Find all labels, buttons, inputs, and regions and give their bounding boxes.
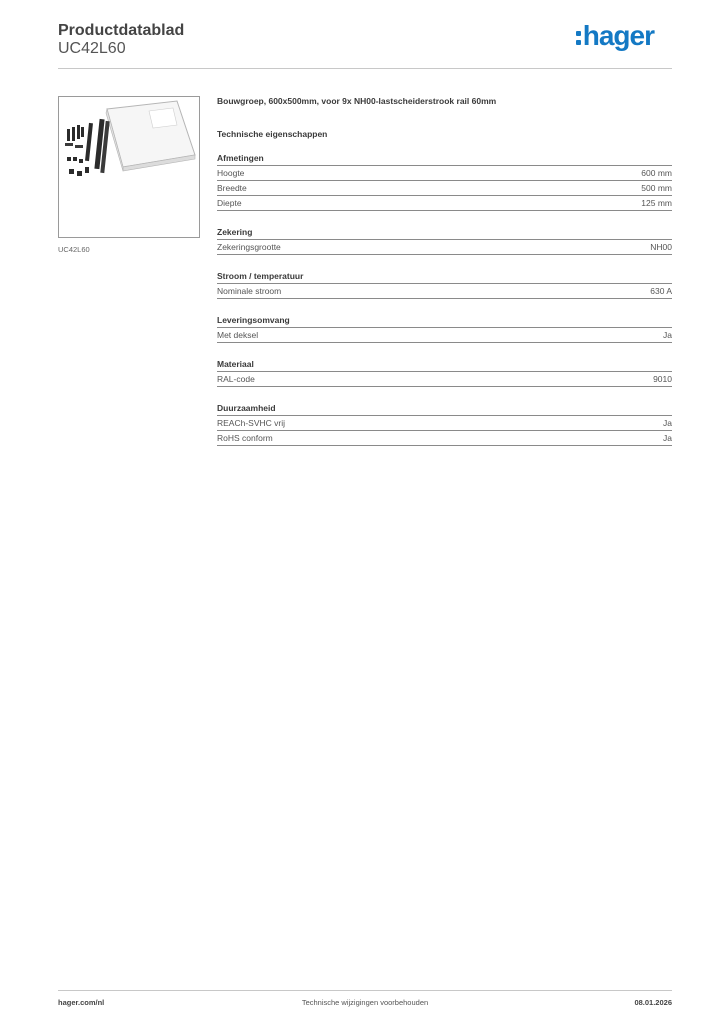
product-description: Bouwgroep, 600x500mm, voor 9x NH00-lastscheiderstrook rail 60mm	[217, 96, 497, 106]
spec-label: REACh-SVHC vrij	[217, 418, 286, 428]
spec-label: RoHS conform	[217, 433, 273, 443]
spec-value: 630 A	[650, 286, 672, 296]
spec-label: RAL-code	[217, 374, 255, 384]
product-details	[217, 96, 672, 446]
page-header	[58, 20, 672, 68]
spec-row	[217, 284, 672, 299]
tech-properties-title: Technische eigenschappen	[217, 129, 328, 139]
spec-value: Ja	[663, 418, 672, 428]
spec-value: 9010	[653, 374, 672, 384]
spec-row	[217, 196, 672, 211]
product-illustration	[59, 97, 199, 237]
spec-label: Diepte	[217, 198, 242, 208]
footer-divider	[58, 990, 672, 991]
spec-label: Breedte	[217, 183, 247, 193]
document-title: Productdatablad	[58, 22, 185, 39]
spec-row	[217, 240, 672, 255]
spec-section-title: Stroom / temperatuur	[217, 271, 672, 284]
spec-row	[217, 431, 672, 446]
hager-logo	[576, 20, 654, 52]
image-caption: UC42L60	[58, 245, 90, 254]
spec-section-title: Materiaal	[217, 359, 672, 372]
spec-value: 125 mm	[641, 198, 672, 208]
spec-section	[217, 359, 672, 387]
footer-note: Technische wijzigingen voorbehouden	[301, 998, 429, 1007]
product-code: UC42L60	[58, 40, 126, 57]
spec-value: Ja	[663, 433, 672, 443]
spec-row	[217, 372, 672, 387]
footer-date: 08.01.2026	[634, 998, 672, 1007]
spec-row	[217, 416, 672, 431]
spec-label: Met deksel	[217, 330, 259, 340]
spec-label: Zekeringsgrootte	[217, 242, 281, 252]
spec-label: Hoogte	[217, 168, 245, 178]
product-image	[58, 96, 200, 238]
spec-section	[217, 271, 672, 299]
spec-row	[217, 166, 672, 181]
spec-row	[217, 328, 672, 343]
spec-value: 600 mm	[641, 168, 672, 178]
footer-website: hager.com/nl	[58, 998, 105, 1007]
spec-value: 500 mm	[641, 183, 672, 193]
spec-section-title: Afmetingen	[217, 153, 672, 166]
tech-sections	[217, 153, 672, 446]
spec-label: Nominale stroom	[217, 286, 282, 296]
logo-colon-icon	[576, 28, 581, 46]
spec-section	[217, 315, 672, 343]
spec-section	[217, 403, 672, 446]
spec-value: Ja	[663, 330, 672, 340]
spec-section-title: Zekering	[217, 227, 672, 240]
spec-section-title: Duurzaamheid	[217, 403, 672, 416]
spec-section-title: Leveringsomvang	[217, 315, 672, 328]
spec-section	[217, 227, 672, 255]
logo-text: hager	[582, 20, 654, 51]
spec-row	[217, 181, 672, 196]
spec-value: NH00	[650, 242, 672, 252]
header-divider	[58, 68, 672, 69]
spec-section	[217, 153, 672, 211]
